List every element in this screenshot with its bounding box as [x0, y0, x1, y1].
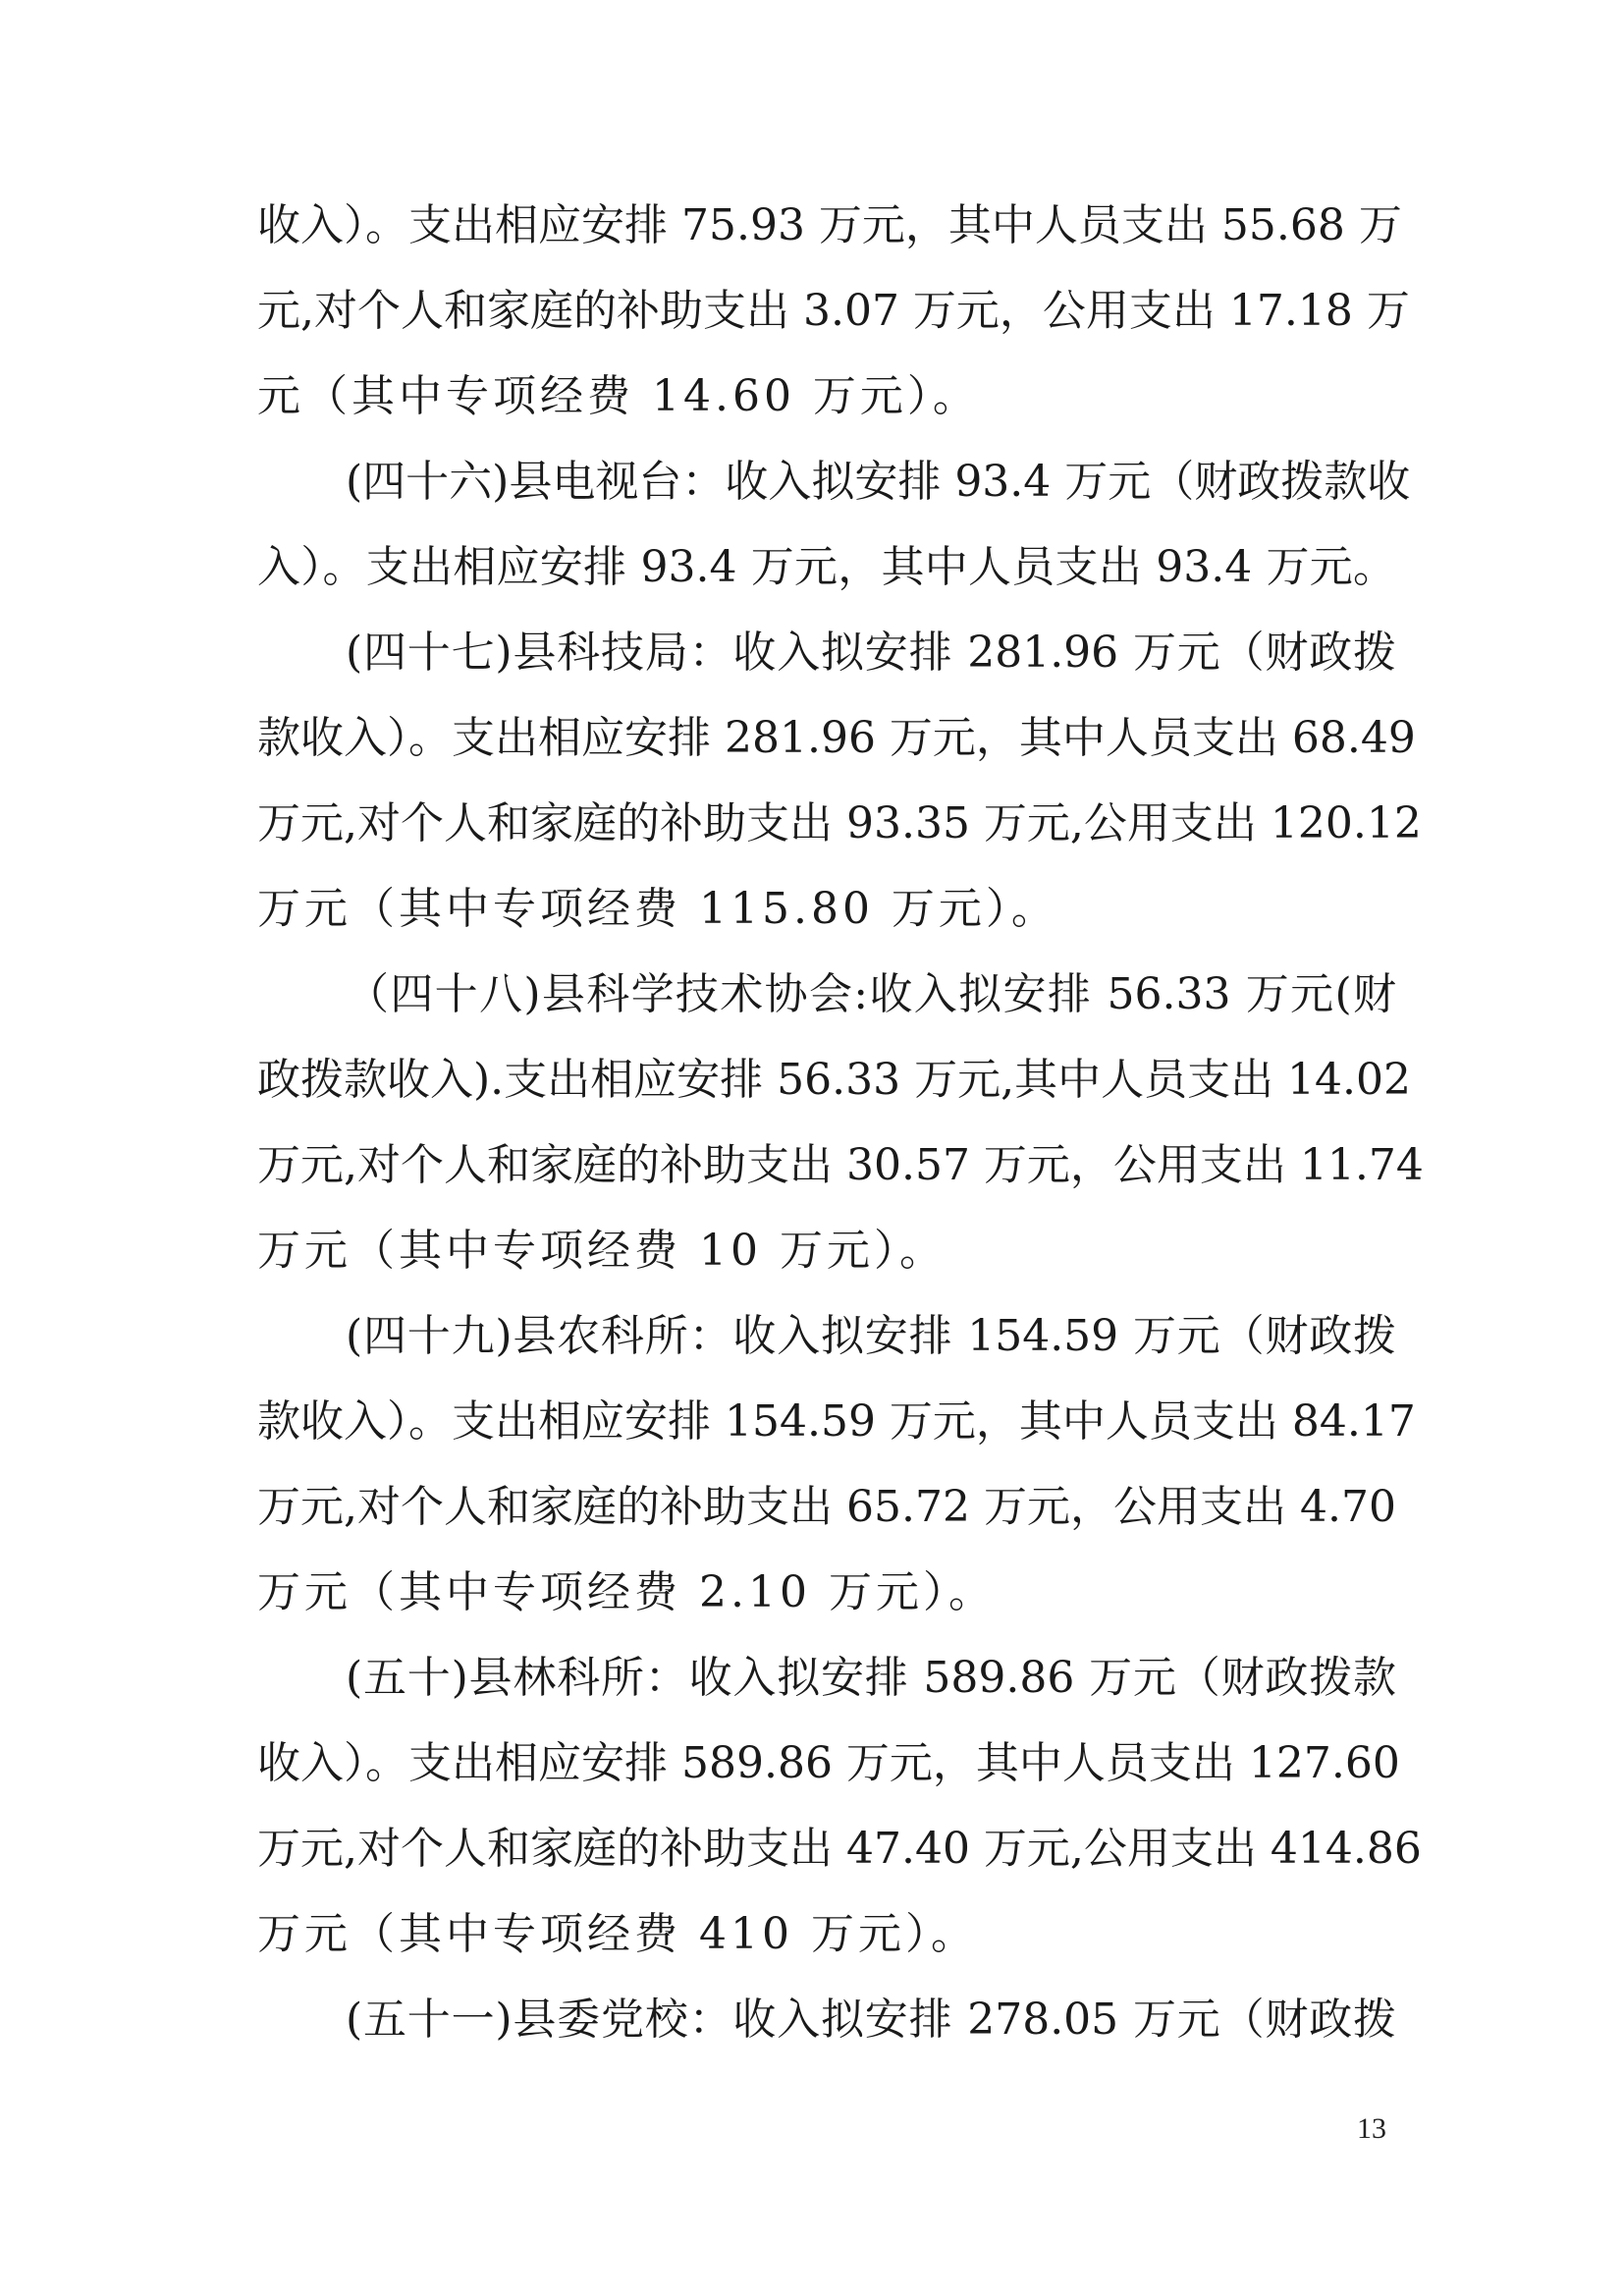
text-line: 万元,对个人和家庭的补助支出 93.35 万元,公用支出 120.12	[257, 798, 1422, 848]
text-line: 万元（其中专项经费 410 万元）。	[257, 1909, 978, 1959]
text-line: 元,对个人和家庭的补助支出 3.07 万元，公用支出 17.18 万	[257, 286, 1410, 336]
text-line: 收入）。支出相应安排 75.93 万元，其中人员支出 55.68 万	[257, 200, 1402, 250]
paragraph-heading-line: (四十七)县科技局：收入拟安排 281.96 万元（财政拨	[346, 628, 1396, 678]
text-line: 万元（其中专项经费 2.10 万元）。	[257, 1567, 996, 1617]
text-line: 款收入）。支出相应安排 281.96 万元，其中人员支出 68.49	[257, 713, 1416, 763]
text-line: 万元（其中专项经费 10 万元）。	[257, 1226, 947, 1276]
text-line: 收入）。支出相应安排 589.86 万元，其中人员支出 127.60	[257, 1738, 1400, 1788]
page-number: 13	[1357, 2112, 1386, 2145]
paragraph-heading-line: (五十一)县委党校：收入拟安排 278.05 万元（财政拨	[346, 1995, 1396, 2045]
text-line: 万元（其中专项经费 115.80 万元）。	[257, 884, 1058, 934]
text-line: 入）。支出相应安排 93.4 万元，其中人员支出 93.4 万元。	[257, 542, 1396, 592]
text-line: 元（其中专项经费 14.60 万元）。	[257, 371, 980, 421]
paragraph-heading-line: (五十)县林科所：收入拟安排 589.86 万元（财政拨款	[346, 1653, 1396, 1703]
paragraph-heading-line: (四十六)县电视台：收入拟安排 93.4 万元（财政拨款收	[346, 457, 1411, 507]
paragraph-heading-line: （四十八)县科学技术协会:收入拟安排 56.33 万元(财	[346, 969, 1396, 1019]
text-line: 万元,对个人和家庭的补助支出 30.57 万元，公用支出 11.74	[257, 1140, 1424, 1190]
text-line: 万元,对个人和家庭的补助支出 65.72 万元，公用支出 4.70	[257, 1482, 1396, 1532]
paragraph-heading-line: (四十九)县农科所：收入拟安排 154.59 万元（财政拨	[346, 1311, 1396, 1361]
text-line: 政拨款收入).支出相应安排 56.33 万元,其中人员支出 14.02	[257, 1055, 1412, 1105]
text-line: 万元,对个人和家庭的补助支出 47.40 万元,公用支出 414.86	[257, 1824, 1422, 1874]
text-line: 款收入）。支出相应安排 154.59 万元，其中人员支出 84.17	[257, 1396, 1416, 1447]
